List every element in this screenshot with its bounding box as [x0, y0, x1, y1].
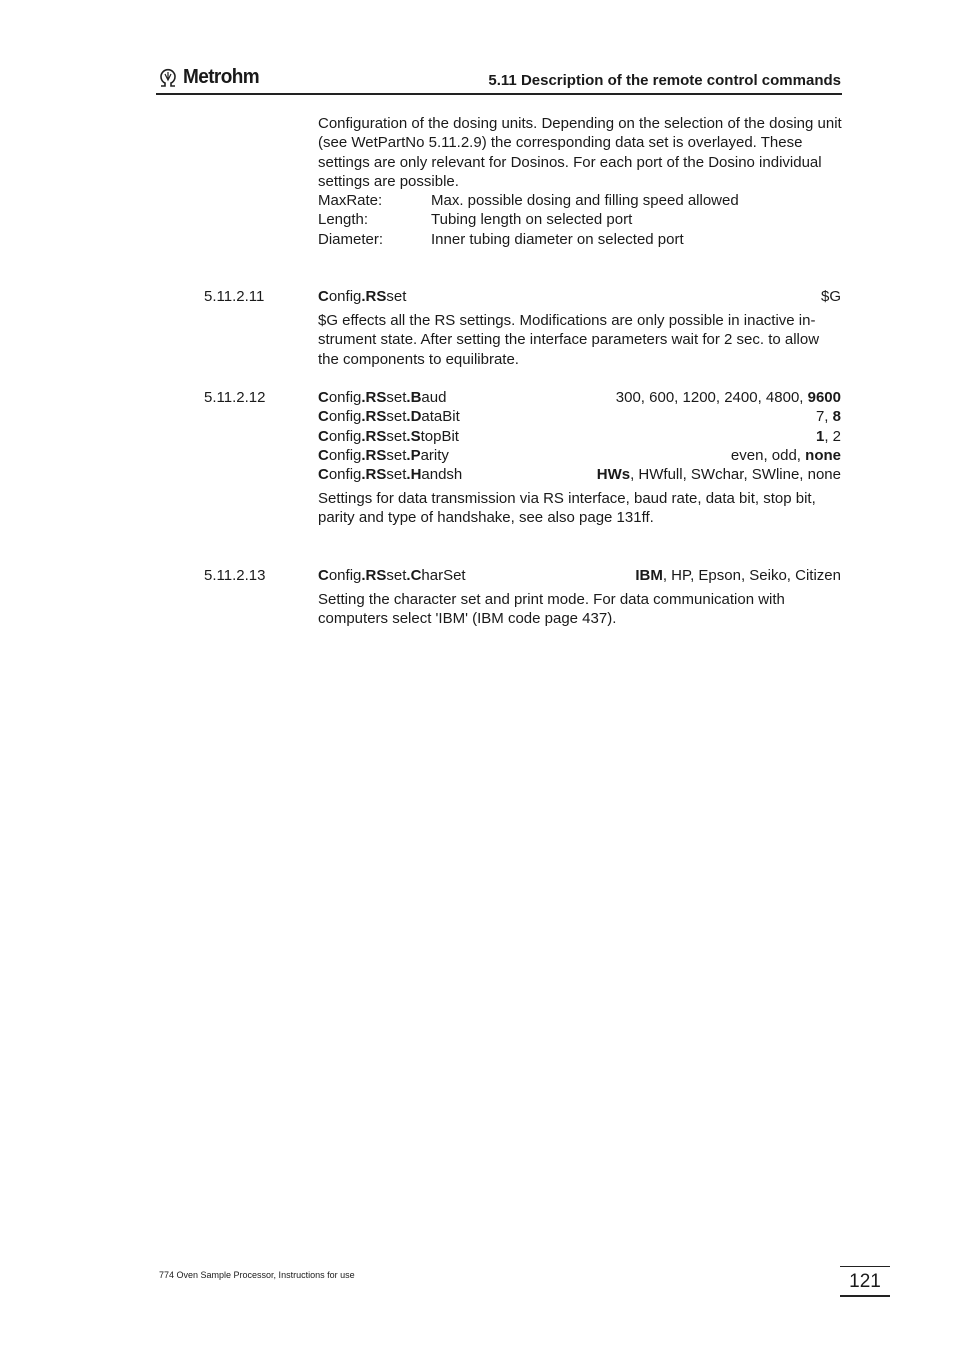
- bold-run: .RS: [361, 446, 387, 464]
- param-row: [318, 210, 843, 229]
- command-values: [597, 465, 841, 484]
- bold-run: .RS: [361, 288, 387, 305]
- footer-text: 774 Oven Sample Processor, Instructions for use: [159, 1270, 355, 1280]
- section-description: Settings for data transmission via RS interface, baud rate, data bit, stop bit, parity and type of handshake, see also page 131ff.: [318, 490, 816, 527]
- command-row: [318, 427, 841, 446]
- bold-run: 8: [832, 408, 841, 426]
- command-values: [616, 388, 841, 407]
- bold-run: .D: [406, 408, 422, 426]
- bold-run: C: [318, 288, 329, 305]
- param-row: [318, 191, 843, 210]
- bold-run: .RS: [361, 408, 387, 426]
- text-run: set: [386, 288, 407, 305]
- bold-run: .RS: [361, 466, 387, 484]
- bold-run: .B: [406, 389, 422, 406]
- bold-run: C: [318, 408, 329, 426]
- command-name: [318, 465, 462, 484]
- command-row: [318, 465, 841, 484]
- param-key: Length:: [318, 211, 369, 229]
- text-run: ataBit: [421, 408, 460, 426]
- text-run: set: [386, 567, 407, 584]
- bold-run: .P: [406, 446, 421, 464]
- command-row: [318, 566, 841, 585]
- bold-run: C: [318, 389, 329, 406]
- section-number: 5.11.2.12: [204, 389, 266, 406]
- text-run: andsh: [421, 466, 463, 484]
- command-name: [318, 287, 406, 306]
- command-name: [318, 446, 449, 465]
- command-values: [821, 287, 841, 306]
- bold-run: none: [805, 446, 841, 464]
- command-row: [318, 287, 841, 306]
- command-name: [318, 427, 459, 446]
- text-run: aud: [421, 389, 447, 406]
- command-row: [318, 407, 841, 426]
- bold-run: .RS: [361, 567, 387, 584]
- text-run: onfig: [328, 466, 362, 484]
- text-run: set: [386, 408, 407, 426]
- command-name: [318, 566, 466, 585]
- bold-run: IBM: [635, 567, 663, 584]
- bold-run: .H: [406, 466, 422, 484]
- text-run: 7,: [815, 408, 833, 426]
- text-run: set: [386, 427, 407, 445]
- bold-run: .S: [406, 427, 421, 445]
- param-key: MaxRate:: [318, 192, 383, 210]
- intro-paragraph: Configuration of the dosing units. Depending on the selection of the dosing unit (see WetPartNo 5.11.2.9) the corresponding data set is overlayed. These settings are only relevant for Dosinos. For each port of the Dosino individual settings are possible.: [318, 115, 842, 190]
- text-run: set: [386, 466, 407, 484]
- text-run: , HWfull, SWchar, SWline, none: [630, 466, 841, 484]
- text-run: onfig: [328, 408, 362, 426]
- section-description: $G effects all the RS settings. Modifications are only possible in inactive in-strument state. After setting the interface parameters wait for 2 sec. to allow the components to equilibrate.: [318, 312, 820, 368]
- bold-run: C: [318, 427, 329, 445]
- text-run: even, odd,: [730, 446, 806, 464]
- omega-logo-icon: [157, 68, 179, 88]
- text-run: topBit: [420, 427, 459, 445]
- bold-run: 1: [815, 427, 825, 445]
- param-row: [318, 230, 843, 249]
- metrohm-logo: [157, 66, 259, 90]
- command-name: [318, 407, 460, 426]
- text-run: onfig: [328, 389, 362, 406]
- command-row: [318, 446, 841, 465]
- command-values: [635, 566, 841, 585]
- param-value: Inner tubing diameter on selected port: [431, 230, 684, 248]
- section-number: 5.11.2.11: [204, 288, 265, 305]
- text-run: arity: [420, 446, 449, 464]
- page-header-title: 5.11 Description of the remote control commands: [488, 72, 841, 89]
- section-description: Setting the character set and print mode. For data communication with computers select 'IBM' (IBM code page 437).: [318, 591, 785, 628]
- bold-run: HWs: [596, 466, 631, 484]
- param-list: [318, 191, 843, 249]
- text-run: onfig: [328, 446, 362, 464]
- bold-run: .RS: [361, 389, 387, 406]
- param-value: Tubing length on selected port: [431, 211, 633, 229]
- text-run: set: [386, 389, 407, 406]
- bold-run: C: [318, 567, 329, 584]
- page-number: 121: [849, 1271, 881, 1292]
- command-name: [318, 388, 446, 407]
- bold-run: .RS: [361, 427, 387, 445]
- section-number: 5.11.2.13: [204, 567, 266, 584]
- bold-run: .C: [406, 567, 422, 584]
- logo-text: Metrohm: [183, 66, 260, 89]
- param-value: Max. possible dosing and filling speed allowed: [431, 192, 739, 210]
- command-values: [816, 407, 841, 426]
- text-run: harSet: [421, 567, 466, 584]
- text-run: onfig: [328, 288, 362, 305]
- command-row: [318, 388, 841, 407]
- text-run: set: [386, 446, 407, 464]
- text-run: , HP, Epson, Seiko, Citizen: [662, 567, 841, 584]
- bold-run: C: [318, 466, 329, 484]
- command-values: [816, 427, 841, 446]
- text-run: , 2: [824, 427, 841, 445]
- text-run: onfig: [328, 567, 362, 584]
- bold-run: 9600: [807, 389, 841, 406]
- text-run: onfig: [328, 427, 362, 445]
- text-run: $G: [820, 288, 841, 305]
- intro-block: [318, 114, 843, 249]
- param-key: Diameter:: [318, 230, 384, 248]
- command-values: [731, 446, 841, 465]
- header-divider: [156, 93, 842, 95]
- bold-run: C: [318, 446, 329, 464]
- text-run: 300, 600, 1200, 2400, 4800,: [615, 389, 808, 406]
